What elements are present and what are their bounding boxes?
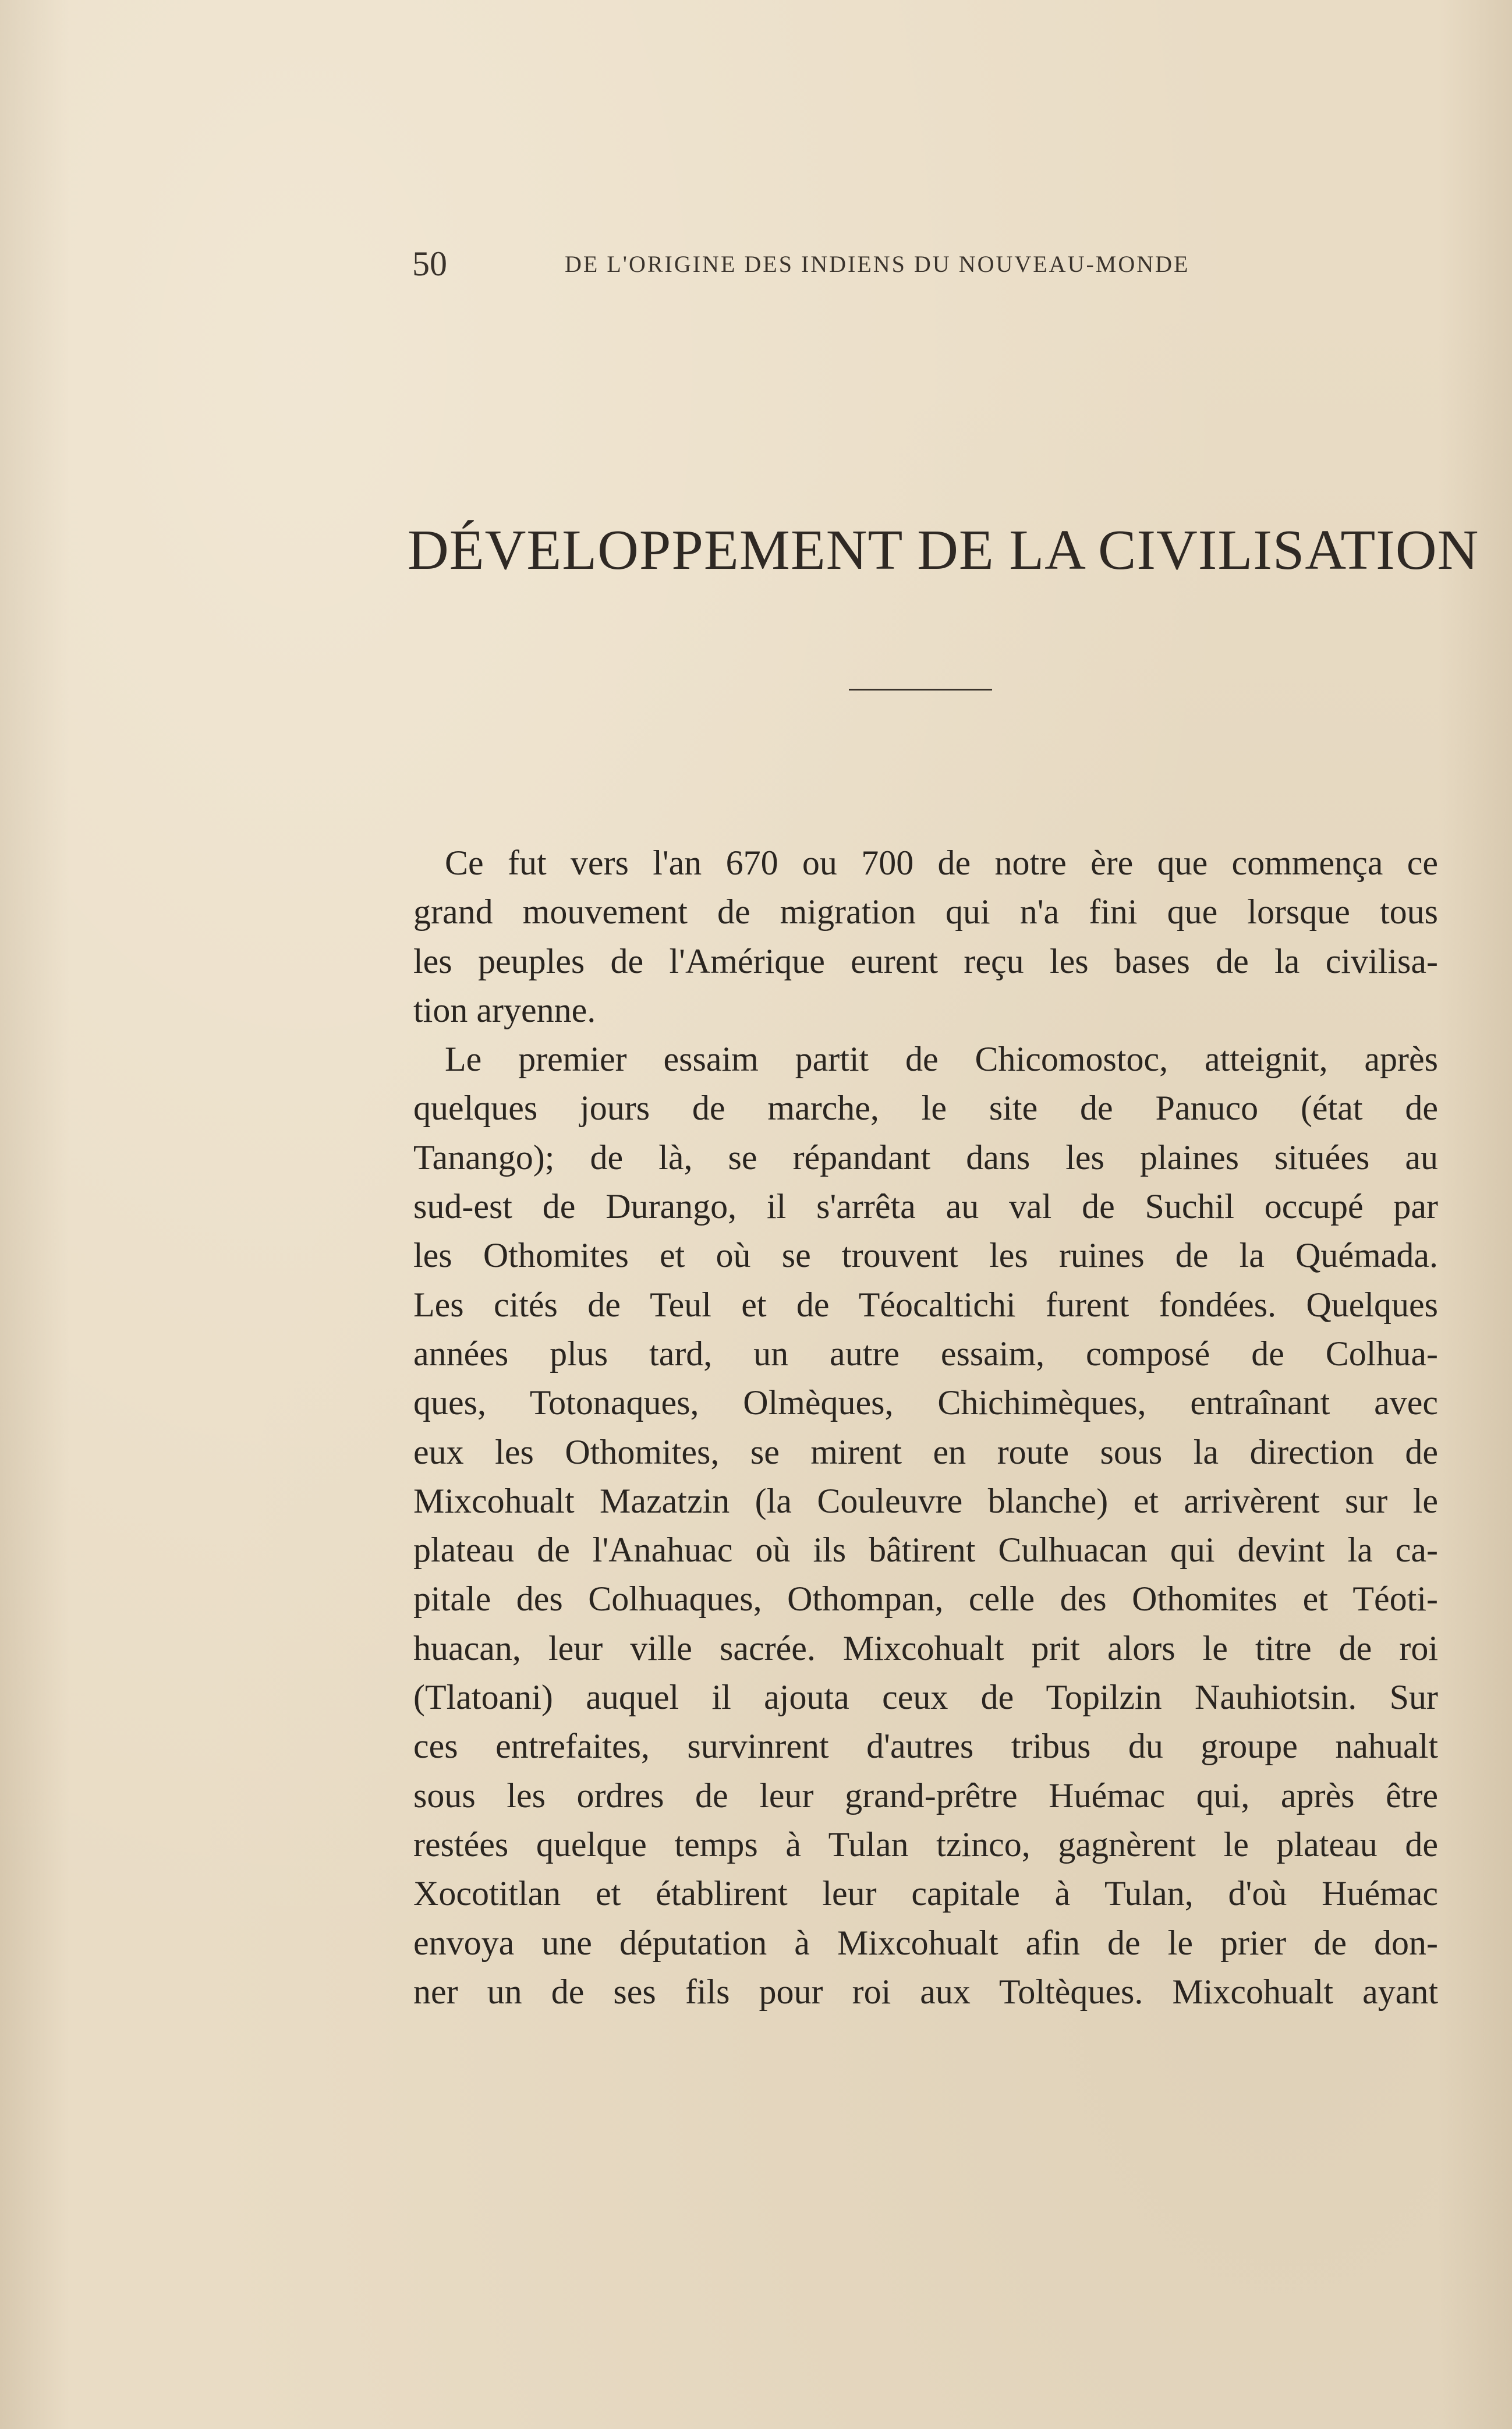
text-line: Ce fut vers l'an 670 ou 700 de notre ère que commença ce xyxy=(445,844,1438,882)
text-line: restées quelque temps à Tulan tzinco, gagnèrent le plateau de xyxy=(413,1825,1438,1864)
text-line: sous les ordres de leur grand-prêtre Huémac qui, après être xyxy=(413,1776,1438,1815)
text-line: Tanango); de là, se répandant dans les plaines situées au xyxy=(413,1138,1438,1177)
text-line: grand mouvement de migration qui n'a fini que lorsque tous xyxy=(413,893,1438,932)
paragraph-2 xyxy=(413,1035,1438,2016)
text-line: ques, Totonaques, Olmèques, Chichimèques, entraînant avec xyxy=(413,1383,1438,1422)
title-divider xyxy=(849,689,992,691)
paragraph-1 xyxy=(413,838,1438,1035)
text-line: Xocotitlan et établirent leur capitale à Tulan, d'où Huémac xyxy=(413,1874,1438,1913)
text-line: pitale des Colhuaques, Othompan, celle des Othomites et Téoti- xyxy=(413,1580,1438,1619)
page-number: 50 xyxy=(412,245,447,283)
running-title: DE L'ORIGINE DES INDIENS DU NOUVEAU-MONDE xyxy=(565,251,1190,277)
running-head xyxy=(412,243,1286,284)
text-line: Mixcohualt Mazatzin (la Couleuvre blanche) et arrivèrent sur le xyxy=(413,1481,1438,1520)
text-line: ces entrefaites, survinrent d'autres tribus du groupe nahualt xyxy=(413,1727,1438,1766)
text-line: envoya une députation à Mixcohualt afin de le prier de don- xyxy=(413,1923,1438,1962)
text-line: Le premier essaim partit de Chicomostoc, atteignit, après xyxy=(445,1040,1438,1079)
text-line: années plus tard, un autre essaim, composé de Colhua- xyxy=(413,1334,1438,1373)
text-line: les peuples de l'Amérique eurent reçu les bases de la civilisa- xyxy=(413,941,1438,980)
text-line: tion aryenne. xyxy=(413,990,596,1029)
text-line: les Othomites et où se trouvent les ruines de la Quémada. xyxy=(413,1236,1438,1275)
text-line: quelques jours de marche, le site de Panuco (état de xyxy=(413,1089,1438,1128)
text-line: Les cités de Teul et de Téocaltichi furent fondées. Quelques xyxy=(413,1285,1438,1324)
body-text xyxy=(413,838,1438,2016)
text-line: (Tlatoani) auquel il ajouta ceux de Topilzin Nauhiotsin. Sur xyxy=(413,1678,1438,1717)
text-line: sud-est de Durango, il s'arrêta au val de Suchil occupé par xyxy=(413,1187,1438,1226)
text-line: huacan, leur ville sacrée. Mixcohualt prit alors le titre de roi xyxy=(413,1628,1438,1667)
chapter-title: DÉVELOPPEMENT DE LA CIVILISATION xyxy=(408,519,1479,582)
text-line: plateau de l'Anahuac où ils bâtirent Culhuacan qui devint la ca- xyxy=(413,1531,1438,1570)
text-line: ner un de ses fils pour roi aux Toltèques. Mixcohualt ayant xyxy=(413,1972,1438,2011)
text-line: eux les Othomites, se mirent en route sous la direction de xyxy=(413,1432,1438,1471)
